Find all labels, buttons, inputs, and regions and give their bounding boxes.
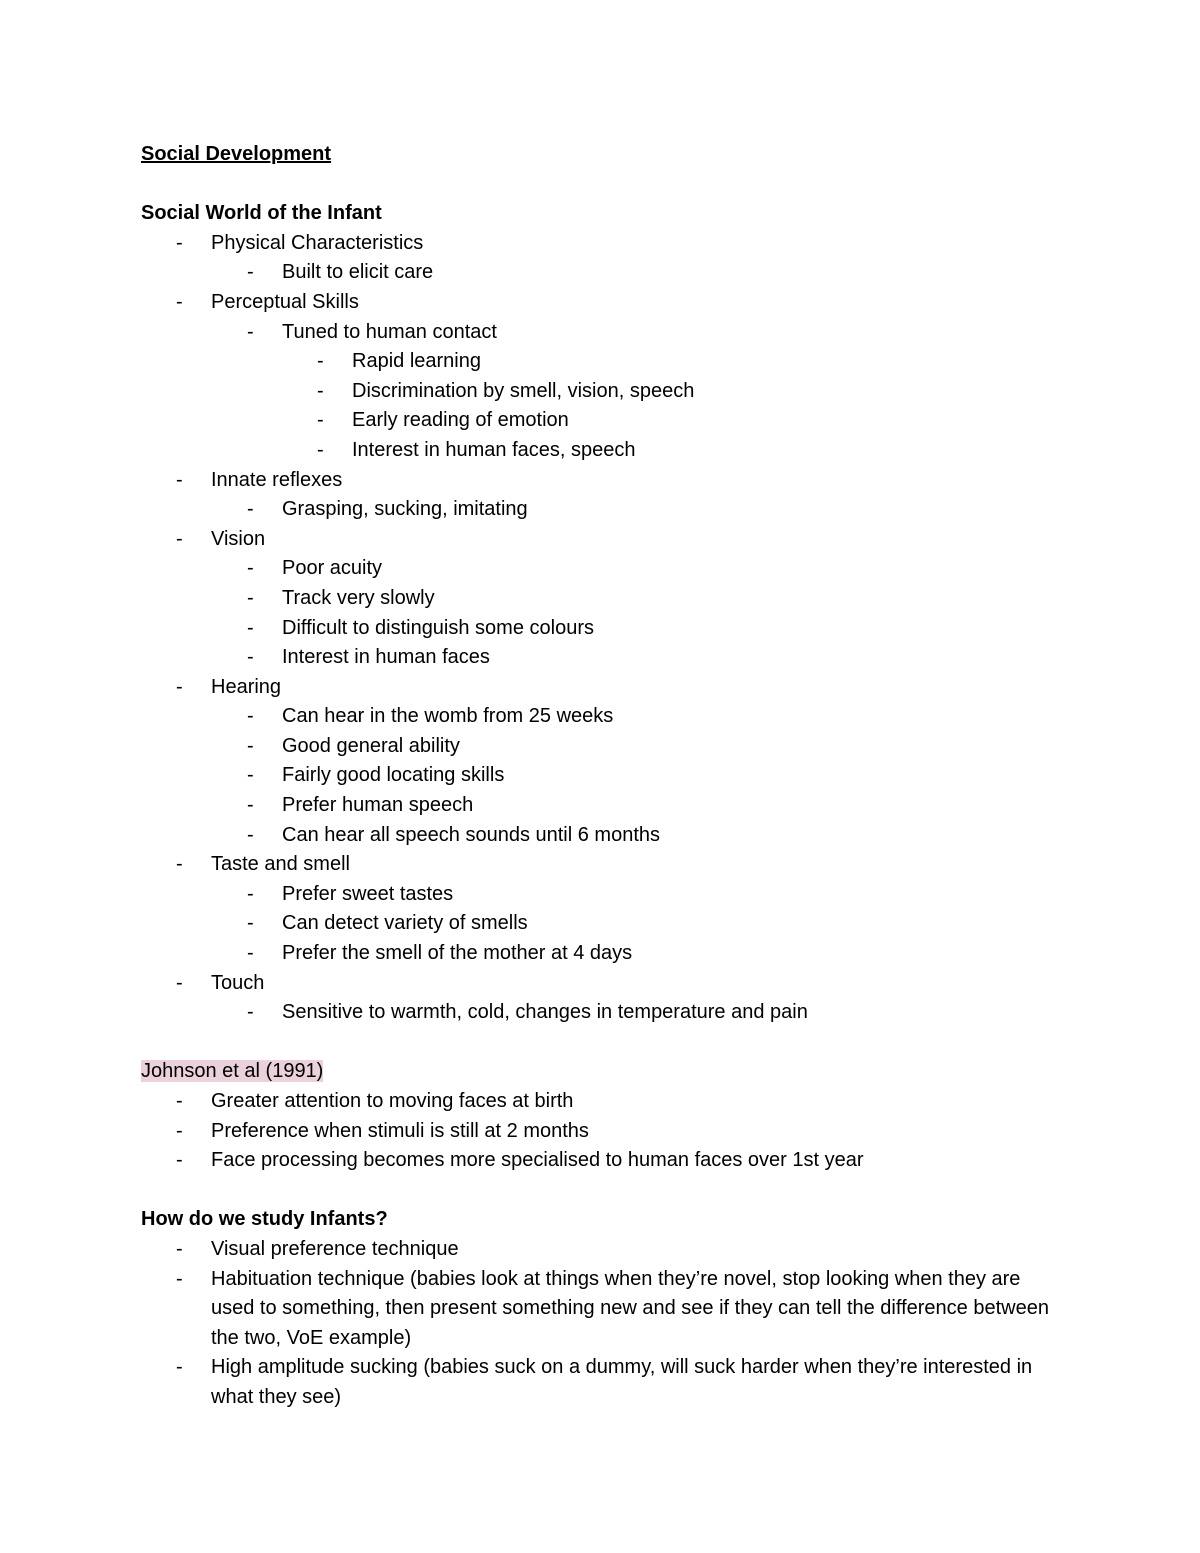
list-item	[141, 318, 1081, 348]
bullet-dash: -	[247, 705, 254, 728]
bullet-dash: -	[247, 261, 254, 284]
bullet-dash: -	[176, 290, 183, 313]
bullet-dash: -	[176, 853, 183, 876]
bullet-dash: -	[247, 1001, 254, 1024]
list-item	[141, 525, 1081, 555]
list-item-text: Prefer human speech	[282, 794, 474, 817]
bullet-dash: -	[247, 764, 254, 787]
list-item	[141, 1146, 1081, 1176]
list-item	[141, 495, 1081, 525]
bullet-dash: -	[176, 527, 183, 550]
list-item	[141, 761, 1081, 791]
list-item	[141, 821, 1081, 851]
list-item-text: Can hear all speech sounds until 6 months	[282, 823, 661, 846]
list-item	[141, 673, 1081, 703]
list-item	[141, 1117, 1081, 1147]
list-item	[141, 939, 1081, 969]
list-item	[141, 436, 1081, 466]
bullet-dash: -	[176, 675, 183, 698]
list-item-text: Vision	[211, 527, 266, 550]
list-item-text: High amplitude sucking (babies suck on a dummy, will suck harder when they’re interested in what they see)	[211, 1356, 1033, 1408]
list-item-text: Difficult to distinguish some colours	[282, 616, 594, 639]
bullet-dash: -	[247, 586, 254, 609]
list-item	[141, 258, 1081, 288]
bullet-dash: -	[247, 498, 254, 521]
section-heading: Social World of the Infant	[141, 202, 382, 225]
list-item	[141, 614, 1081, 644]
document-body	[141, 140, 1081, 1413]
bullet-dash: -	[176, 1356, 183, 1379]
list-item-text: Discrimination by smell, vision, speech	[352, 379, 695, 402]
list-item	[141, 288, 1081, 318]
bullet-dash: -	[176, 1090, 183, 1112]
list-item	[141, 850, 1081, 880]
list-item-text: Prefer sweet tastes	[282, 882, 454, 905]
list-item	[141, 1087, 1081, 1117]
list-item-text: Greater attention to moving faces at birth	[211, 1090, 574, 1112]
list-item	[141, 998, 1081, 1028]
list-item-text: Can detect variety of smells	[282, 912, 528, 935]
bullet-dash: -	[176, 1149, 183, 1172]
list-item	[141, 377, 1081, 407]
list-item-text: Interest in human faces, speech	[352, 438, 636, 461]
list-item	[141, 584, 1081, 614]
list-item	[141, 643, 1081, 673]
list-item-text: Grasping, sucking, imitating	[282, 498, 528, 521]
bullet-dash: -	[247, 616, 254, 639]
list-item-text: Perceptual Skills	[211, 290, 359, 313]
bullet-dash: -	[317, 379, 324, 402]
list-item-text: Physical Characteristics	[211, 231, 424, 254]
bullet-dash: -	[176, 1119, 183, 1142]
list-item-text: Can hear in the womb from 25 weeks	[282, 705, 614, 728]
list-item	[141, 909, 1081, 939]
list-item	[141, 229, 1081, 259]
list-item	[141, 1235, 1081, 1265]
list-item-text: Poor acuity	[282, 557, 383, 580]
list-item	[141, 347, 1081, 377]
list-item-text: Track very slowly	[282, 586, 435, 609]
bullet-dash: -	[317, 409, 324, 432]
list-item-text: Early reading of emotion	[352, 409, 569, 432]
list-item-text: Sensitive to warmth, cold, changes in temperature and pain	[282, 1001, 808, 1024]
list-item-text: Innate reflexes	[211, 468, 343, 491]
list-item-text: Rapid learning	[352, 350, 481, 373]
bullet-dash: -	[247, 794, 254, 817]
list-item-text: Interest in human faces	[282, 646, 490, 669]
section-heading: How do we study Infants?	[141, 1208, 388, 1231]
bullet-dash: -	[176, 1267, 183, 1290]
list-item-text: Preference when stimuli is still at 2 months	[211, 1119, 589, 1142]
bullet-dash: -	[247, 912, 254, 935]
bullet-dash: -	[176, 1237, 183, 1260]
list-item-text: Face processing becomes more specialised to human faces over 1st year	[211, 1149, 864, 1172]
spacer	[141, 1176, 1081, 1206]
list-item-text: Taste and smell	[211, 853, 350, 876]
list-item-text: Habituation technique (babies look at things when they’re novel, stop looking when they are used to something, then present something new and see if they can tell the difference between the two, VoE example)	[211, 1267, 1049, 1349]
list-item-text: Prefer the smell of the mother at 4 days	[282, 942, 633, 965]
list-item	[141, 1265, 1081, 1354]
list-item-text: Touch	[211, 971, 265, 994]
bullet-dash: -	[247, 882, 254, 905]
document-title: Social Development	[141, 143, 332, 165]
list-item	[141, 880, 1081, 910]
bullet-dash: -	[317, 350, 324, 373]
spacer	[141, 170, 1081, 200]
list-item-text: Fairly good locating skills	[282, 764, 505, 787]
list-item-text: Built to elicit care	[282, 261, 434, 284]
list-item	[141, 702, 1081, 732]
bullet-dash: -	[247, 823, 254, 846]
bullet-dash: -	[317, 438, 324, 461]
bullet-dash: -	[247, 942, 254, 965]
bullet-dash: -	[247, 557, 254, 580]
bullet-dash: -	[176, 468, 183, 491]
spacer	[141, 1028, 1081, 1058]
bullet-dash: -	[247, 734, 254, 757]
list-item	[141, 732, 1081, 762]
bullet-dash: -	[247, 320, 254, 343]
list-item	[141, 791, 1081, 821]
list-item	[141, 554, 1081, 584]
list-item	[141, 969, 1081, 999]
list-item	[141, 406, 1081, 436]
bullet-dash: -	[176, 971, 183, 994]
list-item	[141, 466, 1081, 496]
list-item-text: Good general ability	[282, 734, 460, 757]
bullet-dash: -	[176, 231, 183, 254]
bullet-dash: -	[247, 646, 254, 669]
list-item-text: Hearing	[211, 675, 282, 698]
highlighted-citation: Johnson et al (1991)	[141, 1060, 324, 1083]
list-item-text: Visual preference technique	[211, 1237, 459, 1260]
list-item-text: Tuned to human contact	[282, 320, 497, 343]
citation-heading	[141, 1057, 1081, 1087]
list-item	[141, 1353, 1081, 1412]
